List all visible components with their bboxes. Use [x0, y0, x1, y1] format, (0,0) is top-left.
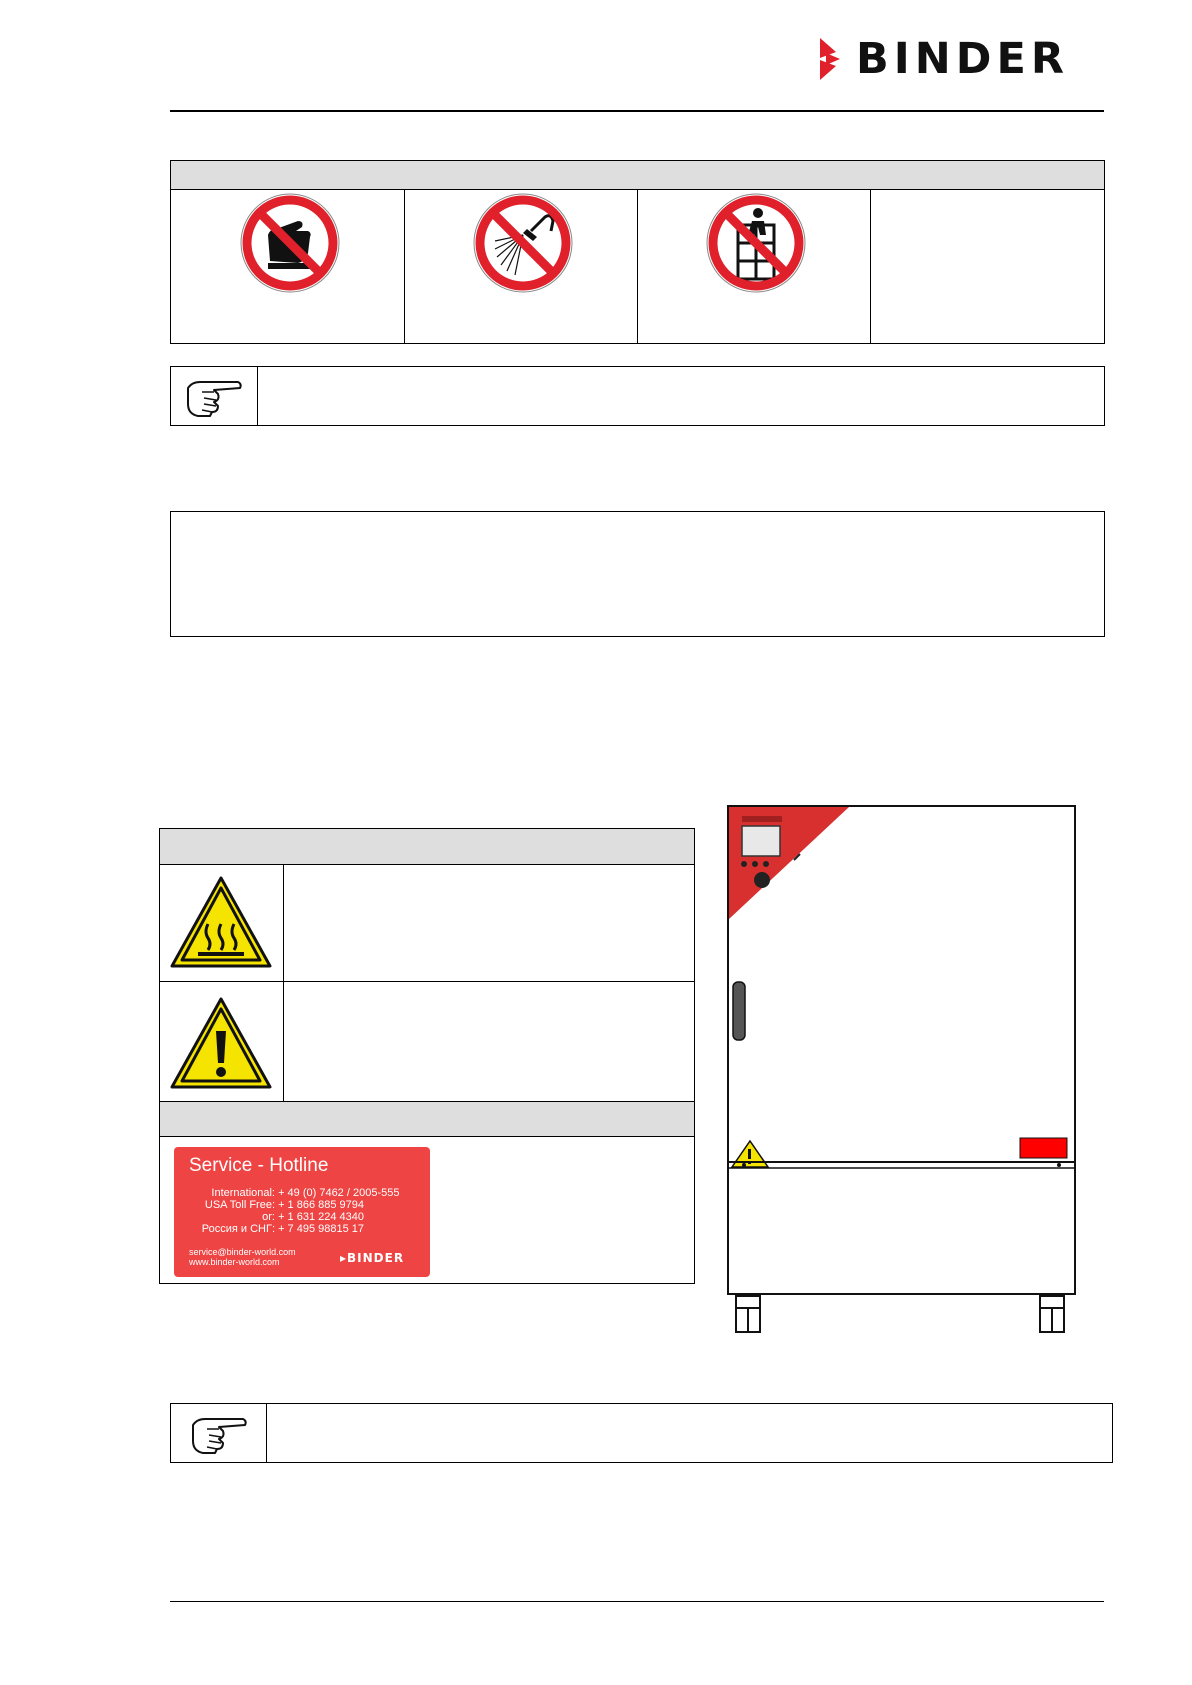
- info-box: [170, 511, 1105, 637]
- hotline-row: [189, 1187, 399, 1199]
- no-climbing-icon: [704, 191, 808, 295]
- pointing-hand-icon: [184, 374, 244, 418]
- warning-table-header: [160, 829, 694, 865]
- column-divider: [637, 190, 638, 343]
- hotline-brand-name: BINDER: [347, 1251, 405, 1265]
- note-box: [170, 366, 1105, 426]
- do-not-touch-icon: [238, 191, 342, 295]
- hotline-row-value: + 7 495 98815 17: [278, 1223, 365, 1235]
- hotline-web: www.binder-world.com: [189, 1257, 280, 1267]
- general-warning-icon: [170, 997, 272, 1089]
- hotline-row: [189, 1223, 364, 1235]
- note-icon-cell: [171, 1404, 267, 1462]
- warning-labels-table: [159, 828, 695, 1284]
- column-divider: [283, 865, 284, 1101]
- pointing-hand-icon: [189, 1411, 249, 1455]
- note-icon-cell: [171, 367, 258, 425]
- binder-logo-icon: [818, 38, 848, 80]
- note-box: [170, 1403, 1113, 1463]
- hotline-email: service@binder-world.com: [189, 1247, 296, 1257]
- service-hotline-label: [174, 1147, 430, 1277]
- hotline-section-header: [160, 1101, 694, 1137]
- hotline-row-value: + 1 866 885 9794: [278, 1199, 365, 1211]
- hotline-row: [189, 1199, 364, 1211]
- column-divider: [870, 190, 871, 343]
- footer-rule: [170, 1601, 1104, 1602]
- hotline-row-label: Россия и СНГ:: [201, 1223, 275, 1235]
- brand-logo: [818, 36, 1108, 82]
- header-rule: [170, 110, 1104, 112]
- hotline-row: [189, 1211, 364, 1223]
- hotline-row-value: + 1 631 224 4340: [278, 1211, 365, 1223]
- climate-chamber-illustration: [724, 804, 1080, 1336]
- hotline-row-value: + 49 (0) 7462 / 2005-555: [278, 1187, 400, 1199]
- prohibition-table-header: [171, 161, 1104, 190]
- hotline-row-label: or:: [262, 1211, 275, 1223]
- brand-name: BINDER: [856, 34, 1069, 84]
- hotline-row-label: International:: [211, 1187, 275, 1199]
- no-water-spray-icon: [471, 191, 575, 295]
- hotline-row-label: USA Toll Free:: [204, 1199, 275, 1211]
- column-divider: [404, 190, 405, 343]
- hotline-title: Service - Hotline: [189, 1155, 329, 1176]
- hot-surface-warning-icon: [170, 876, 272, 968]
- hotline-brand: ▸BINDER: [340, 1251, 405, 1265]
- row-divider: [160, 981, 694, 982]
- prohibition-table: [170, 160, 1105, 344]
